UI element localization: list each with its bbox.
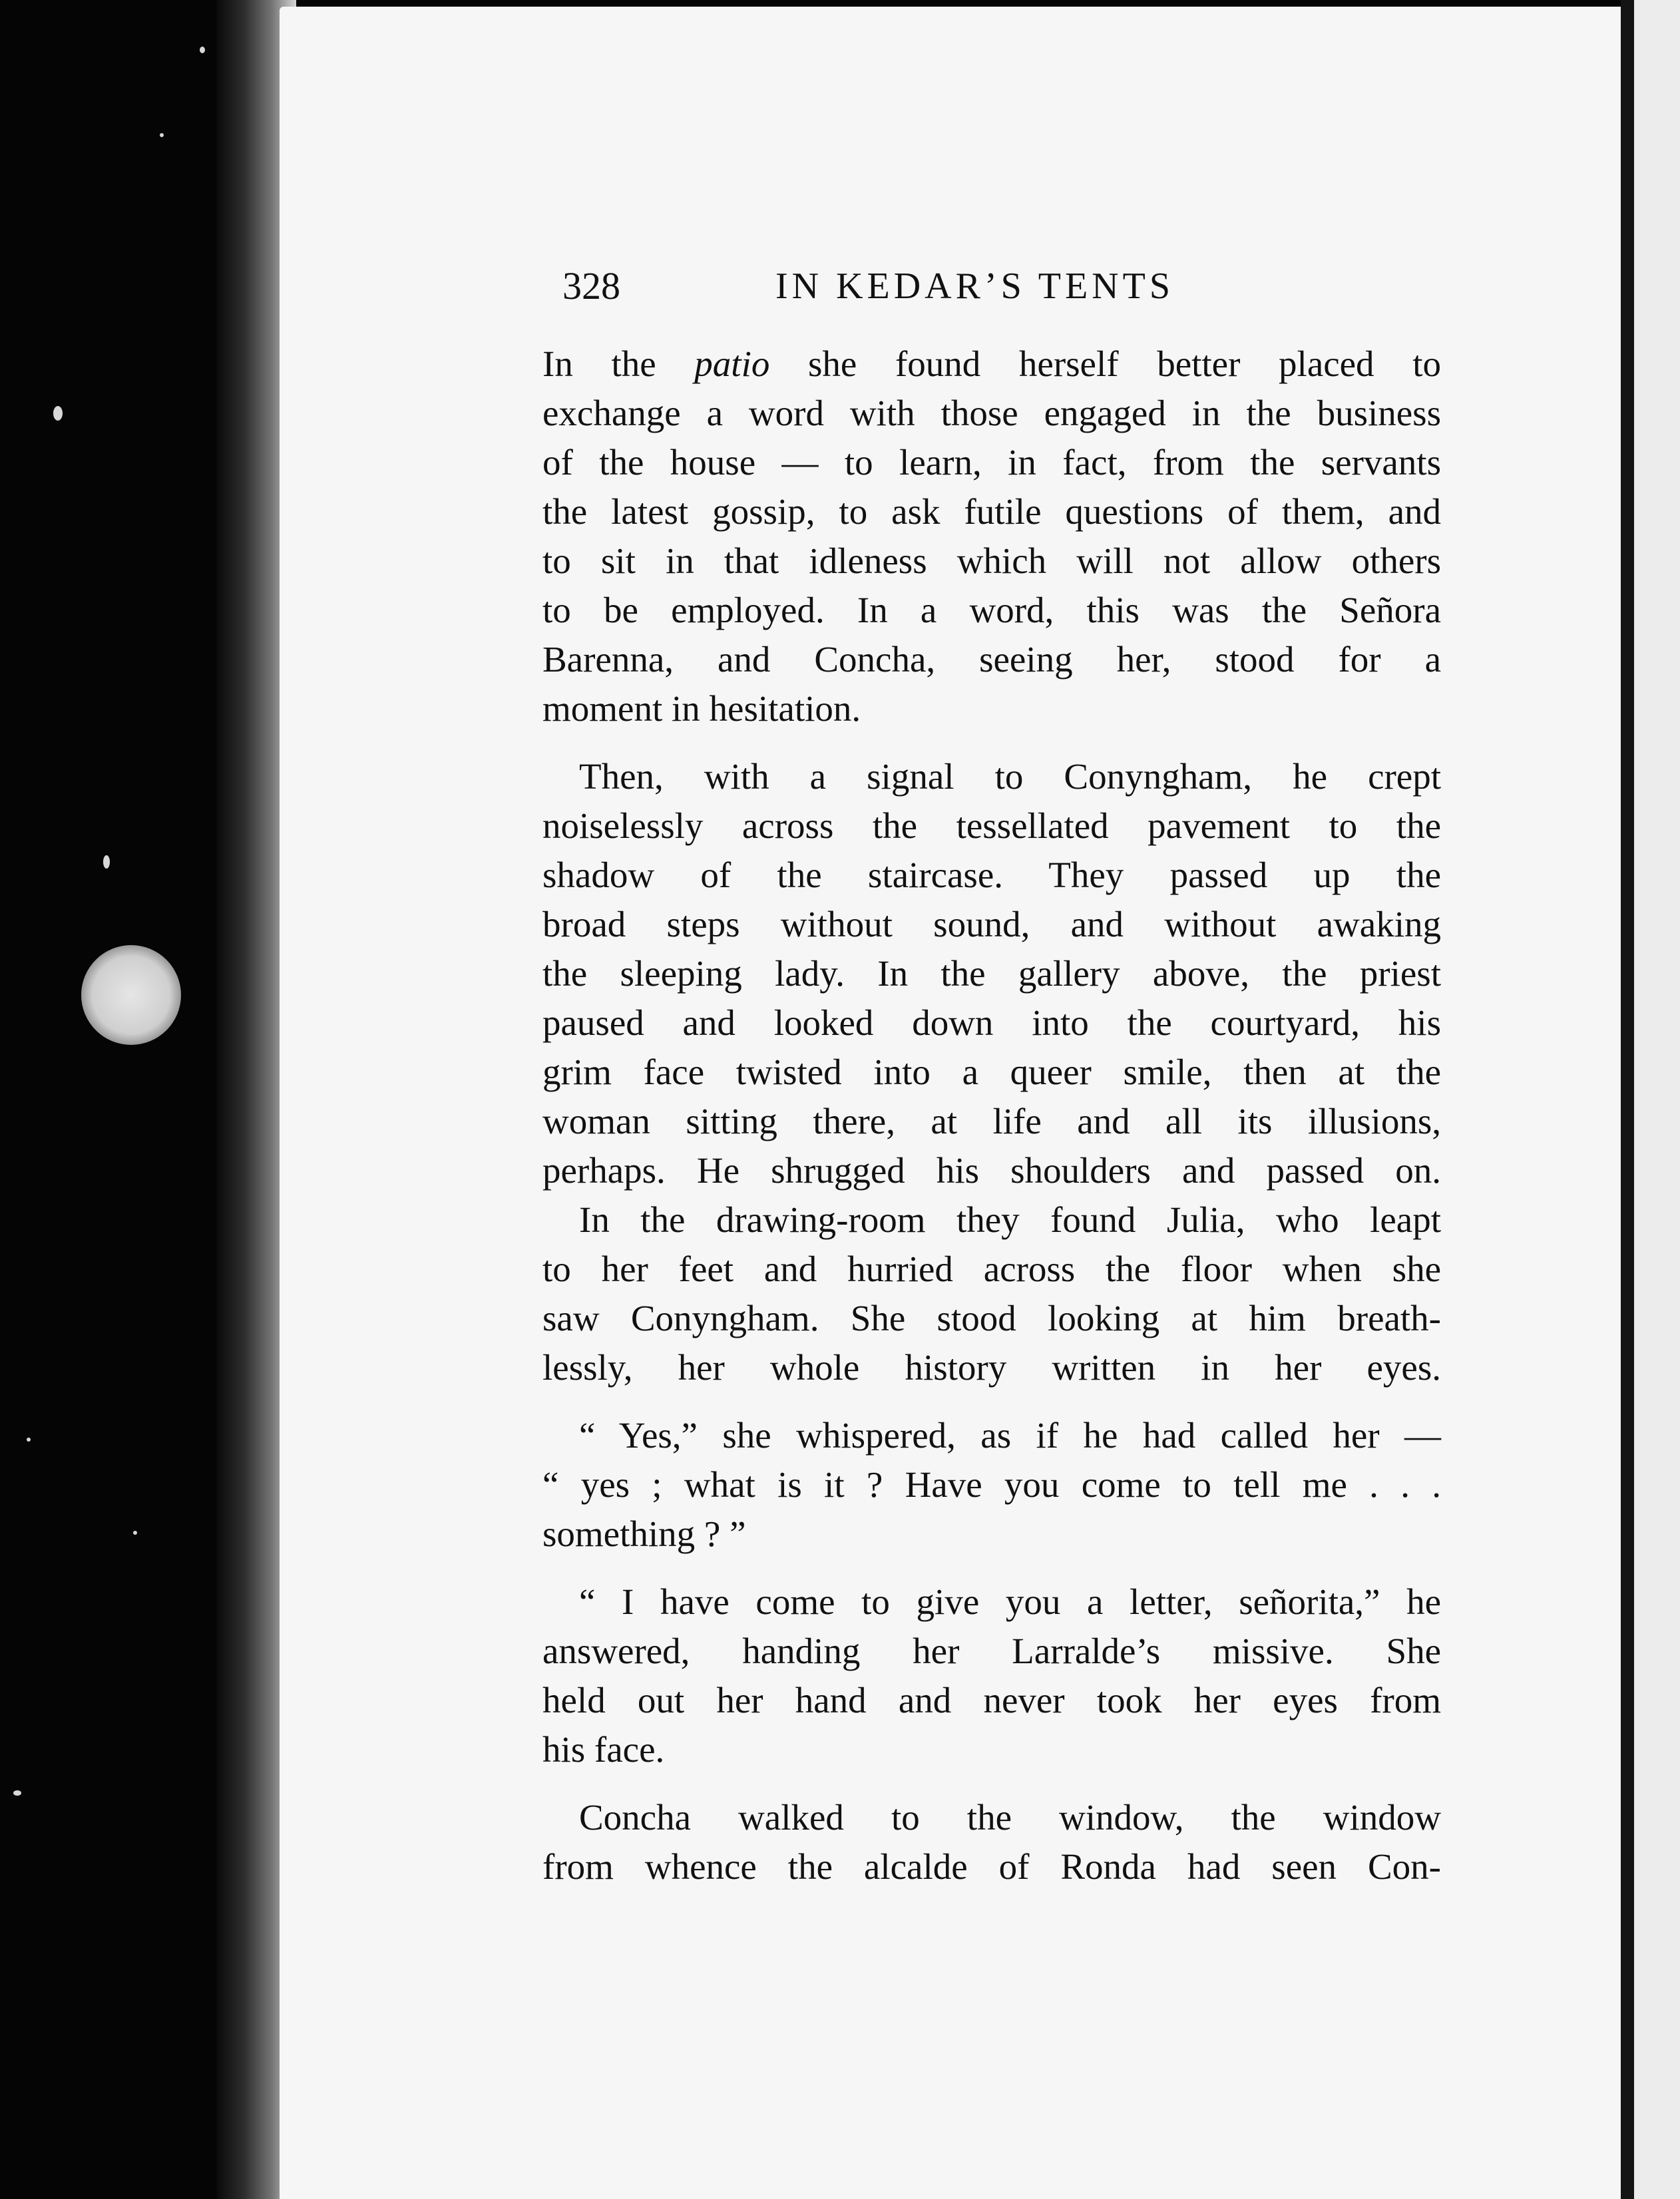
scan-speck xyxy=(27,1438,31,1442)
scan-speck xyxy=(103,855,110,869)
text-line: Barenna, and Concha, seeing her, stood for a xyxy=(542,639,1441,680)
text-line: broad steps without sound, and without awaking xyxy=(542,904,1441,944)
scan-speck xyxy=(133,1531,137,1535)
paragraph xyxy=(542,339,1441,733)
text-line: Concha walked to the window, the window xyxy=(579,1797,1441,1838)
scan-speck xyxy=(53,406,63,421)
text-line: to her feet and hurried across the floor when she xyxy=(542,1249,1441,1289)
text-line: “ yes ; what is it ? Have you come to tell me . . . xyxy=(542,1464,1441,1505)
text-line: In the patio she found herself better placed to xyxy=(542,343,1441,384)
page-number: 328 xyxy=(562,264,620,307)
paragraph xyxy=(542,752,1441,1195)
italic-word: patio xyxy=(694,343,770,384)
paragraph xyxy=(542,1793,1441,1892)
text-line: “ I have come to give you a letter, señorita,” he xyxy=(579,1581,1441,1622)
next-page-strip xyxy=(1634,0,1680,2199)
scan-speck xyxy=(200,47,205,53)
text-line: exchange a word with those engaged in the business xyxy=(542,393,1441,433)
running-title: IN KEDAR’S TENTS xyxy=(775,266,1174,307)
paragraph xyxy=(542,1577,1441,1774)
text-line: In the drawing-room they found Julia, who leapt xyxy=(579,1199,1441,1240)
paragraph xyxy=(542,1195,1441,1392)
text-line: the latest gossip, to ask futile questions of them, and xyxy=(542,491,1441,532)
text-line: to sit in that idleness which will not allow others xyxy=(542,540,1441,581)
text-line: saw Conyngham. She stood looking at him breath- xyxy=(542,1298,1441,1338)
text-line: answered, handing her Larralde’s missive. She xyxy=(542,1631,1441,1671)
text-line: held out her hand and never took her eyes from xyxy=(542,1680,1441,1720)
text-line: from whence the alcalde of Ronda had seen Con- xyxy=(542,1846,1441,1887)
text-line: his face. xyxy=(542,1729,665,1770)
text-line: “ Yes,” she whispered, as if he had called her — xyxy=(579,1415,1441,1456)
text-line: shadow of the staircase. They passed up the xyxy=(542,855,1441,895)
text-line: noiselessly across the tessellated pavement to the xyxy=(542,805,1441,846)
text-line: of the house — to learn, in fact, from the servants xyxy=(542,442,1441,483)
body-text xyxy=(542,339,1441,1892)
paragraph xyxy=(542,1411,1441,1559)
text-line: woman sitting there, at life and all its illusions, xyxy=(542,1101,1441,1141)
text-line: the sleeping lady. In the gallery above, the priest xyxy=(542,953,1441,994)
scan-speck xyxy=(13,1790,21,1796)
page-header xyxy=(562,260,1241,313)
text-line: grim face twisted into a queer smile, then at the xyxy=(542,1052,1441,1092)
scan-blot xyxy=(81,945,181,1045)
text-line: to be employed. In a word, this was the Señora xyxy=(542,590,1441,630)
page-right-edge xyxy=(1621,0,1634,2199)
text-line: moment in hesitation. xyxy=(542,688,861,729)
text-line: perhaps. He shrugged his shoulders and passed on. xyxy=(542,1150,1441,1191)
text-line: paused and looked down into the courtyard, his xyxy=(542,1002,1441,1043)
text-line: something ? ” xyxy=(542,1513,746,1554)
text-line: Then, with a signal to Conyngham, he crept xyxy=(579,756,1441,797)
text-line: lessly, her whole history written in her eyes. xyxy=(542,1347,1441,1388)
scan-speck xyxy=(160,133,164,137)
